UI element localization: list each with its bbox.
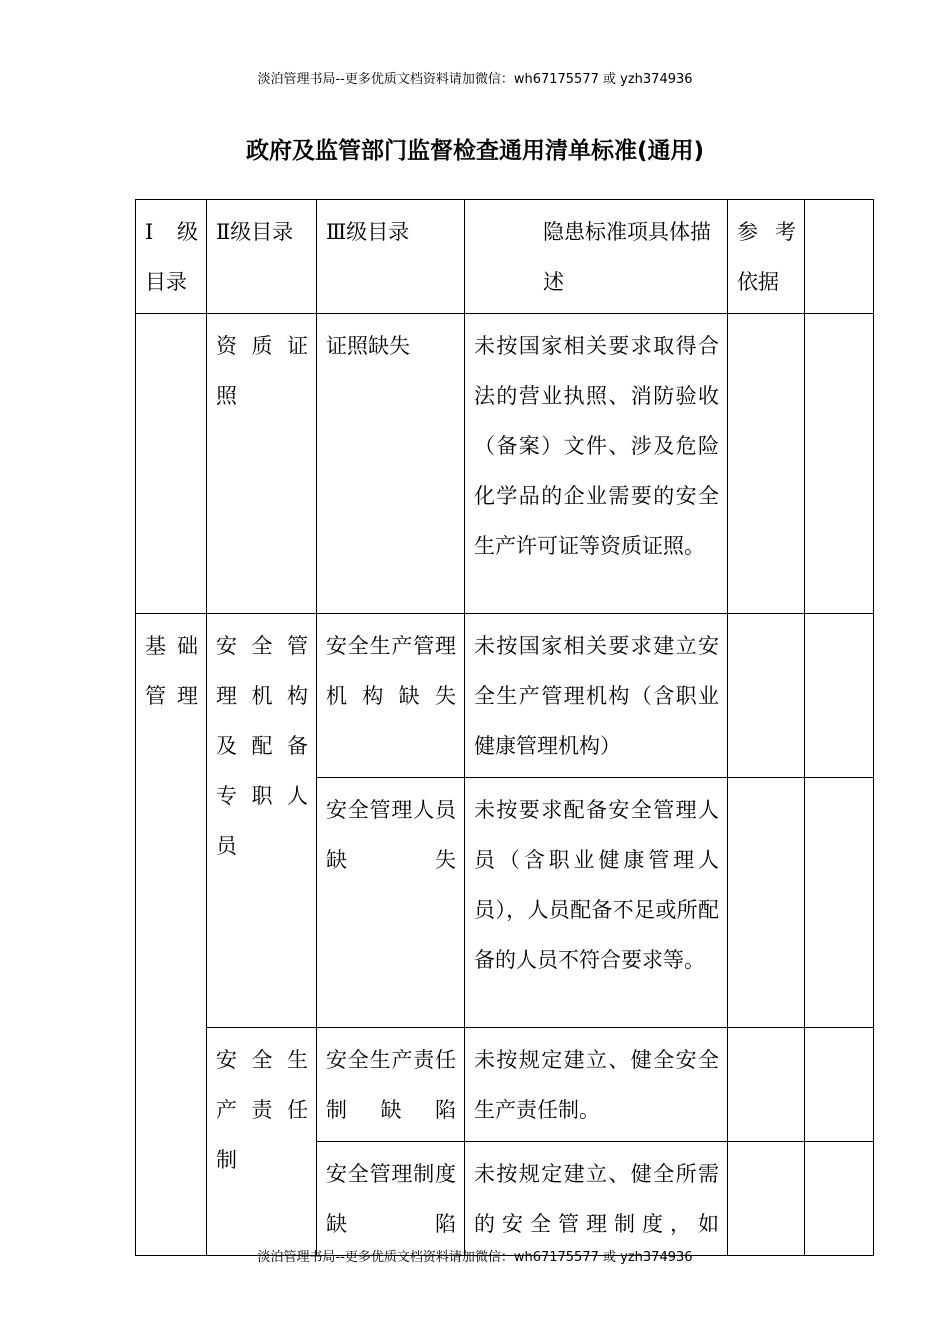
table-header-row [136, 200, 874, 314]
cell-level2: 安 全 管理 机 构及 配 备专 职 人员 [207, 614, 317, 1028]
cell-extra [805, 614, 874, 778]
page-header: 淡泊管理书局--更多优质文档资料请加微信：wh67175577 或 yzh374936 [257, 72, 693, 87]
table-row [136, 314, 874, 614]
cell-description: 未按规定建立、健全安全生产责任制。 [465, 1028, 728, 1142]
table-row [136, 1028, 874, 1142]
cell-extra [805, 1028, 874, 1142]
cell-reference [728, 1028, 805, 1142]
cell-level3: 安全生产管理机构缺失 [317, 614, 465, 778]
cell-reference [728, 778, 805, 1028]
cell-level1 [136, 314, 207, 614]
cell-extra [805, 1142, 874, 1256]
checklist-table [135, 199, 874, 1256]
header-description: 隐患标准项具体描述 [465, 200, 728, 314]
header-level2: Ⅱ级目录 [207, 200, 317, 314]
cell-reference [728, 614, 805, 778]
cell-reference [728, 314, 805, 614]
cell-description: 未按规定建立、健全所需的安全管理制度，如 [465, 1142, 728, 1256]
header-reference: 参 考依据 [728, 200, 805, 314]
page-footer: 淡泊管理书局--更多优质文档资料请加微信：wh67175577 或 yzh374936 [257, 1250, 693, 1265]
header-level3: Ⅲ级目录 [317, 200, 465, 314]
cell-level3: 安全管理人员缺失 [317, 778, 465, 1028]
header-extra [805, 200, 874, 314]
cell-level1: 基础管理 [136, 614, 207, 1256]
document-title: 政府及监管部门监督检查通用清单标准(通用) [245, 138, 705, 164]
cell-extra [805, 314, 874, 614]
cell-description: 未按要求配备安全管理人员（含职业健康管理人员），人员配备不足或所配备的人员不符合要求等。 [465, 778, 728, 1028]
cell-reference [728, 1142, 805, 1256]
cell-level3: 安全生产责任制缺陷 [317, 1028, 465, 1142]
cell-level3: 证照缺失 [317, 314, 465, 614]
cell-description: 未按国家相关要求取得合法的营业执照、消防验收（备案）文件、涉及危险化学品的企业需要的安全生产许可证等资质证照。 [465, 314, 728, 614]
cell-level2: 安 全 生产 责 任制 [207, 1028, 317, 1256]
cell-level3: 安全管理制度缺陷 [317, 1142, 465, 1256]
cell-level2: 资 质 证照 [207, 314, 317, 614]
cell-extra [805, 778, 874, 1028]
cell-description: 未按国家相关要求建立安全生产管理机构（含职业健康管理机构） [465, 614, 728, 778]
table-row [136, 614, 874, 778]
header-level1: Ⅰ 级目录 [136, 200, 207, 314]
